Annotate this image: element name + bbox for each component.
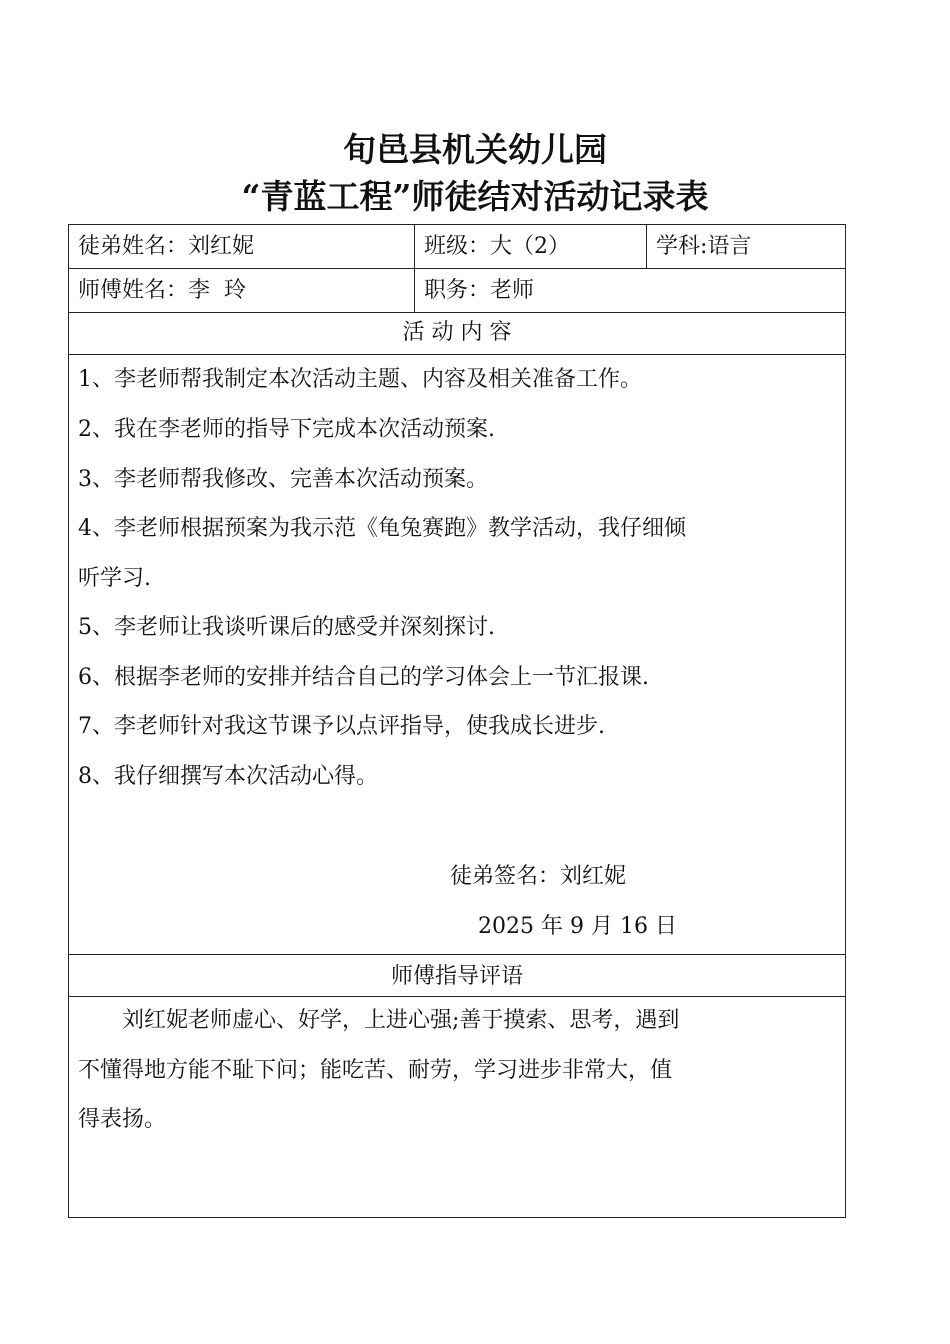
apprentice-signature: 徒弟签名：刘红妮	[450, 864, 627, 889]
table-rule	[68, 354, 846, 355]
table-rule	[68, 312, 846, 313]
activity-line: 8、我仔细撰写本次活动心得。	[78, 764, 378, 789]
mentor-name: 师傅姓名：李 玲	[78, 278, 246, 303]
activity-line: 听学习.	[78, 566, 151, 591]
subject-field: 学科:语言	[656, 234, 752, 259]
activity-line: 7、李老师针对我这节课予以点评指导，使我成长进步.	[78, 714, 605, 739]
position-field: 职务：老师	[424, 278, 535, 303]
document-title: 旬邑县机关幼儿园	[343, 130, 607, 169]
activity-line: 2、我在李老师的指导下完成本次活动预案.	[78, 417, 495, 442]
table-rule	[68, 268, 846, 269]
comment-line: 刘红妮老师虚心、好学，上进心强;善于摸索、思考，遇到	[78, 1008, 680, 1033]
comment-heading: 师傅指导评语	[390, 964, 523, 989]
table-rule	[68, 996, 846, 997]
table-rule	[68, 954, 846, 955]
activity-line: 6、根据李老师的安排并结合自己的学习体会上一节汇报课.	[78, 665, 649, 690]
apprentice-name: 徒弟姓名：刘红妮	[78, 234, 255, 259]
activity-line: 4、李老师根据预案为我示范《龟兔赛跑》教学活动，我仔细倾	[78, 516, 686, 541]
comment-line: 得表扬。	[78, 1107, 167, 1132]
table-divider	[646, 224, 647, 268]
comment-line: 不懂得地方能不耻下问；能吃苦、耐劳，学习进步非常大，值	[78, 1058, 673, 1083]
activity-line: 1、李老师帮我制定本次活动主题、内容及相关准备工作。	[78, 367, 642, 392]
activity-line: 5、李老师让我谈听课后的感受并深刻探讨.	[78, 615, 495, 640]
activity-line: 3、李老师帮我修改、完善本次活动预案。	[78, 467, 488, 492]
signature-date: 2025 年 9 月 16 日	[478, 914, 677, 939]
activity-heading: 活 动 内 容	[402, 320, 512, 345]
class-field: 班级：大（2）	[424, 234, 570, 259]
table-divider	[414, 224, 415, 312]
document-subtitle: “青蓝工程”师徒结对活动记录表	[241, 177, 709, 216]
